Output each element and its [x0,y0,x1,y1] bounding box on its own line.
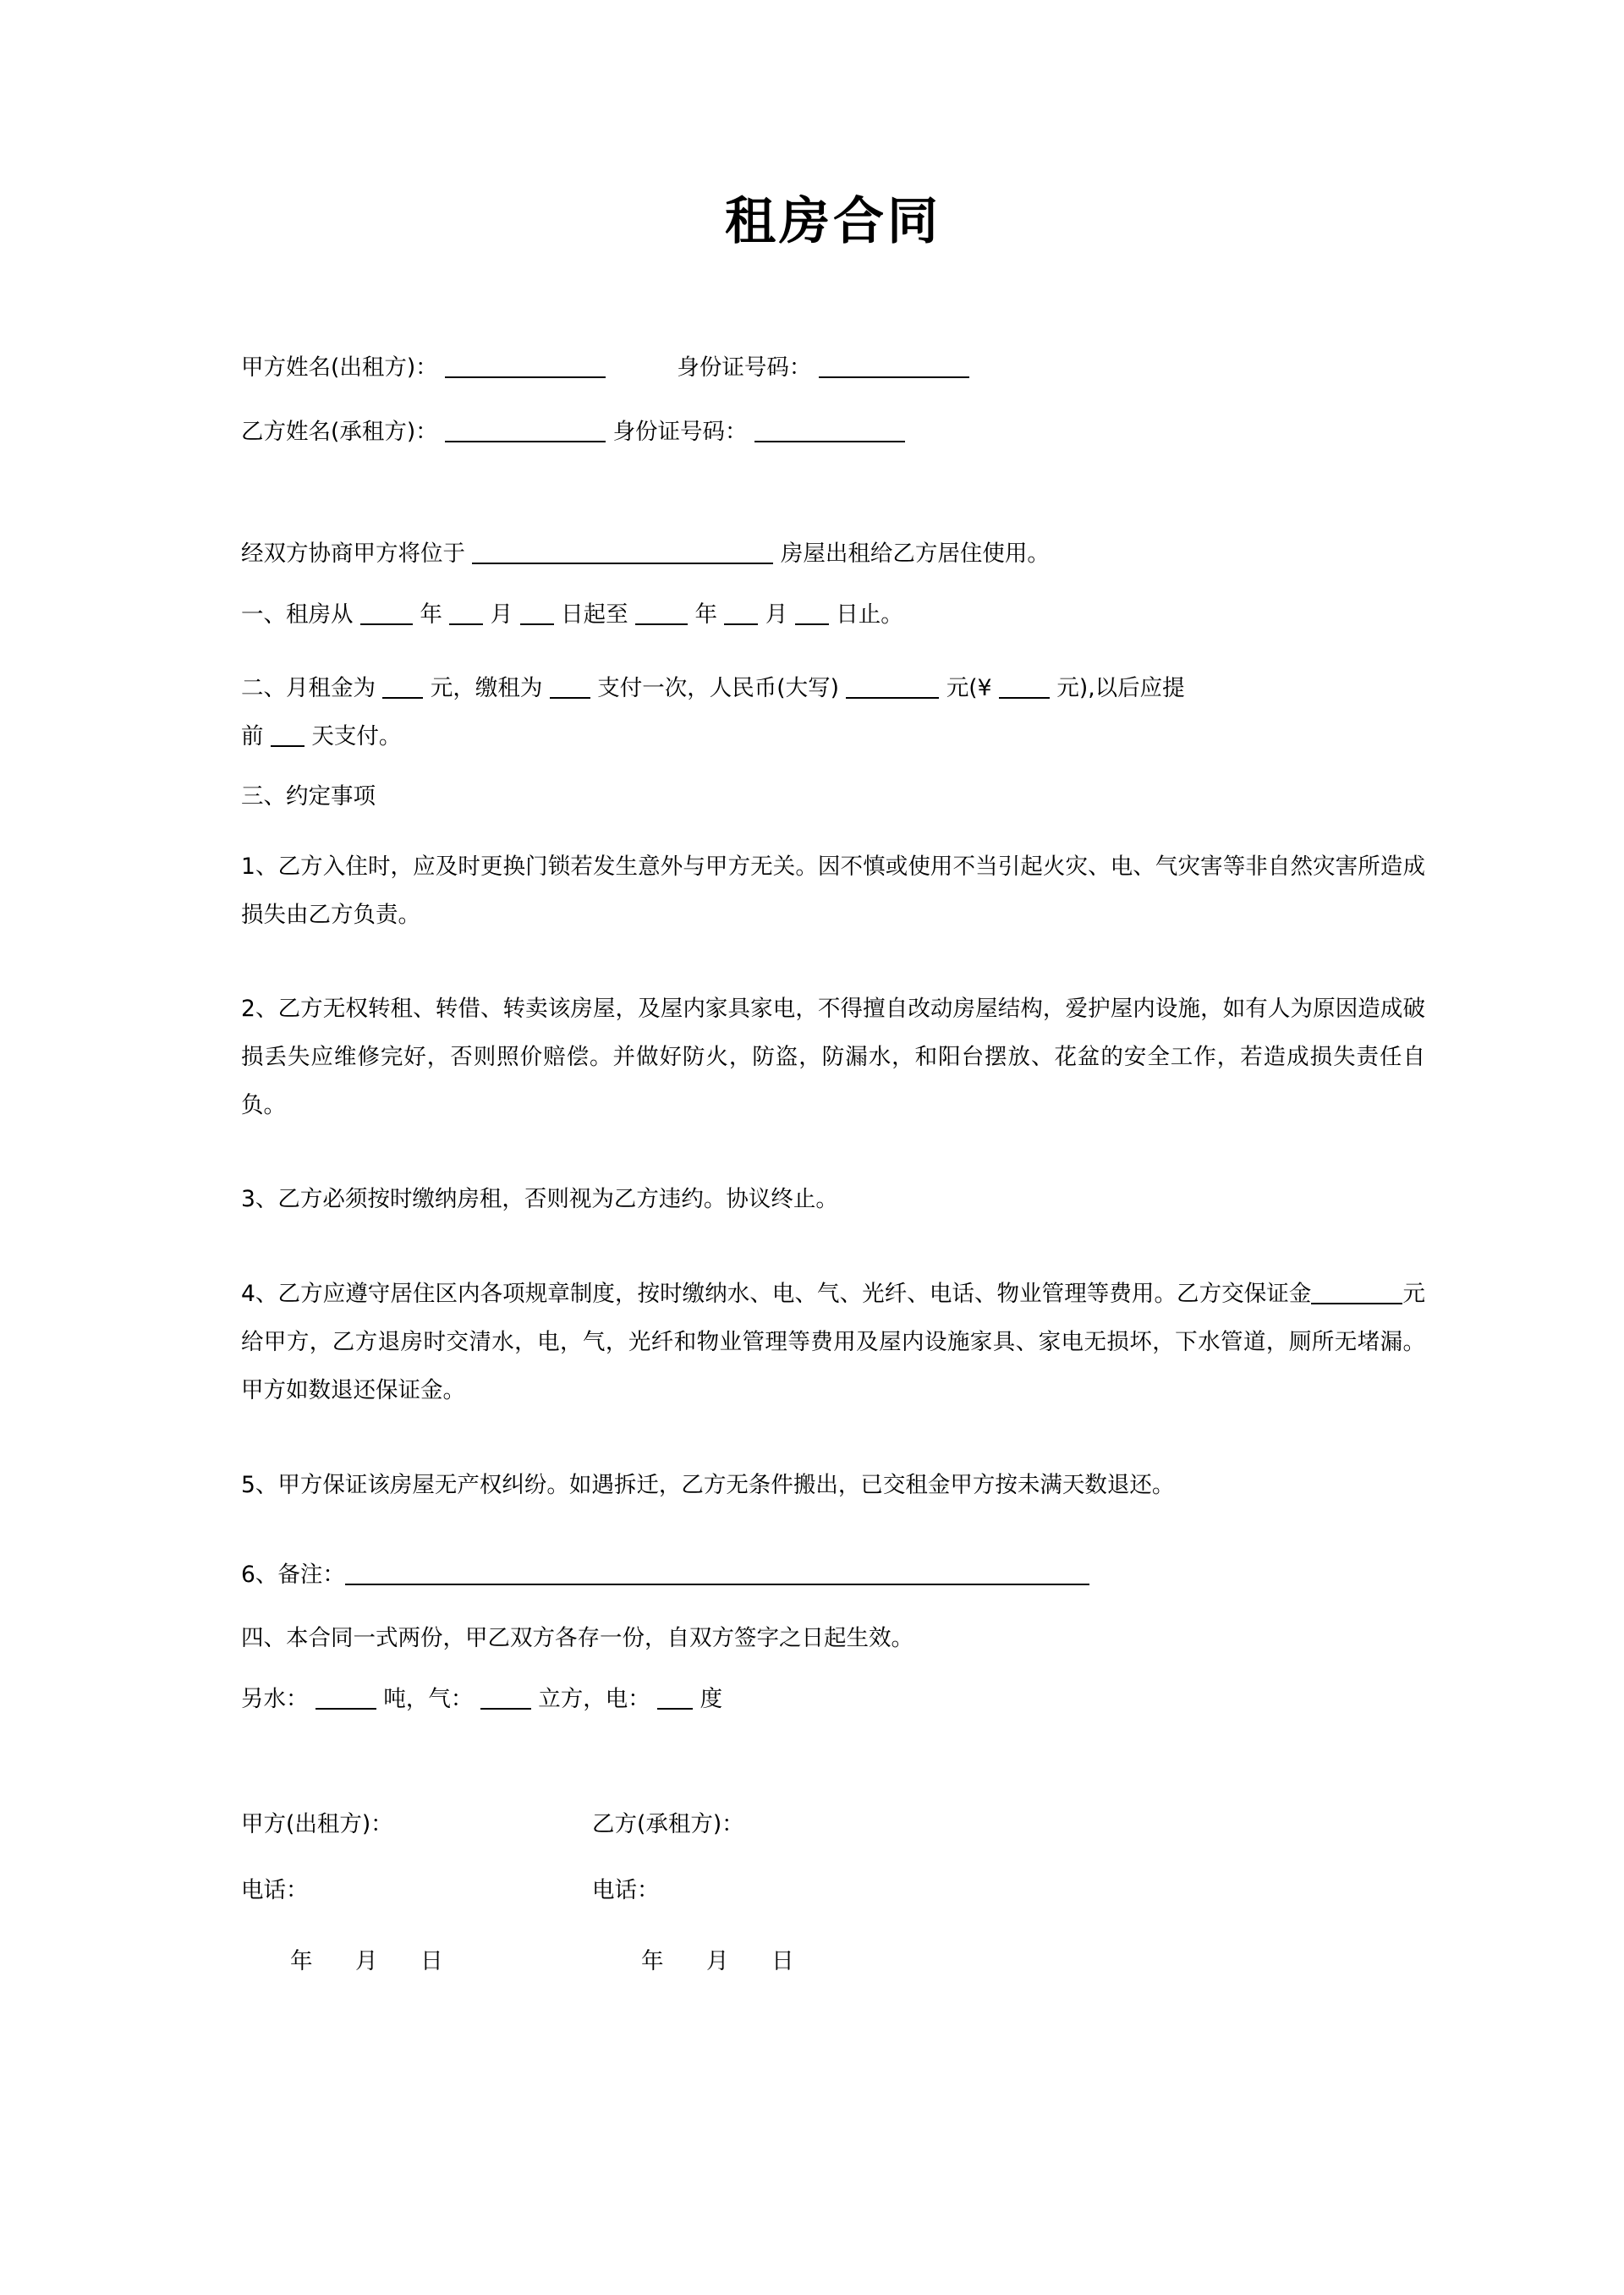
end-day-blank[interactable] [795,607,829,625]
start-year-unit: 年 [420,601,442,628]
deposit-amount-blank[interactable] [1311,1286,1402,1304]
clause-1-number: 1、 [241,854,278,880]
electricity-amount-blank[interactable] [657,1691,693,1710]
section-two-prefix: 二、月租金为 [241,675,376,701]
party-b-identity-row [241,418,1425,446]
clause-6-remarks [241,1561,1425,1589]
end-year-blank[interactable] [635,607,688,625]
party-b-id-label: 身份证号码： [612,419,748,445]
intro-row [241,540,1425,568]
section-two-text-7: 天支付。 [311,723,402,749]
intro-text-before: 经双方协商甲方将位于 [241,541,465,567]
utilities-water-label: 另水： [241,1686,309,1712]
clause-4-number: 4、 [241,1281,278,1307]
clause-3-text: 乙方必须按时缴纳房租，否则视为乙方违约。协议终止。 [277,1186,838,1212]
section-two-text-4: 元(¥ [946,675,992,701]
clause-1 [241,843,1425,939]
start-day-blank[interactable] [520,607,554,625]
page-title: 租房合同 [725,192,941,251]
section-two-text-5: 元),以后应提 [1056,675,1185,701]
start-month-unit: 月 [490,601,513,628]
section-four-row: 四、本合同一式两份，甲乙双方各存一份，自双方签字之日起生效。 [241,1625,914,1651]
utilities-row [241,1685,1425,1713]
clause-2-number: 2、 [241,996,278,1022]
clause-4 [241,1270,1425,1414]
party-a-id-blank[interactable] [819,360,969,378]
rent-numeric-blank[interactable] [999,680,1050,699]
party-a-signature-label: 甲方(出租方)： [241,1811,393,1837]
clause-6-number: 6、 [241,1562,278,1588]
utilities-gas-label: 吨，气： [383,1686,474,1712]
party-a-identity-row [241,354,1425,382]
utilities-elec-label: 立方，电： [538,1686,650,1712]
party-a-name-blank[interactable] [445,360,606,378]
party-b-date-line: 年 月 日 [641,1948,794,1975]
clause-3-number: 3、 [241,1186,278,1212]
section-two-text-6: 前 [241,723,264,749]
section-one-prefix: 一、租房从 [241,601,354,628]
section-two-row-1 [241,674,1425,702]
party-b-phone-label: 电话： [592,1877,660,1904]
party-a-id-label: 身份证号码： [677,354,812,381]
payment-period-blank[interactable] [550,680,590,699]
section-two-text-3: 支付一次，人民币(大写) [597,675,839,701]
clause-3 [241,1175,1425,1223]
section-three-heading: 三、约定事项 [241,783,376,810]
party-a-date-line: 年 月 日 [290,1948,443,1975]
party-b-name-label: 乙方姓名(承租方)： [241,419,438,445]
remarks-blank[interactable] [345,1567,1089,1585]
signature-column-party-a [241,1810,443,1975]
clause-5-text: 甲方保证该房屋无产权纠纷。如遇拆迁，乙方无条件搬出，已交租金甲方按未满天数退还。 [277,1472,1175,1498]
start-month-blank[interactable] [449,607,483,625]
clause-2 [241,985,1425,1129]
start-day-unit: 日起至 [561,601,628,628]
monthly-rent-blank[interactable] [382,680,423,699]
intro-text-after: 房屋出租给乙方居住使用。 [780,541,1050,567]
clause-2-text: 乙方无权转租、转借、转卖该房屋，及屋内家具家电，不得擅自改动房屋结构，爱护屋内设施，如有人为原因造成破损丢失应维修完好，否则照价赔偿。并做好防火，防盗，防漏水，和阳台摆放、花盆的安全工作，若造成损失责任自负。 [241,996,1425,1118]
clause-6-label: 备注： [277,1562,345,1588]
party-b-id-blank[interactable] [754,424,905,442]
clause-4-text-after: 元给甲方，乙方退房时交清水，电，气，光纤和物业管理等费用及屋内设施家具、家电无损坏，下水管道，厕所无堵漏。甲方如数退还保证金。 [241,1281,1426,1403]
clause-4-text-before: 乙方应遵守居住区内各项规章制度，按时缴纳水、电、气、光纤、电话、物业管理等费用。乙方交保证金 [277,1281,1312,1307]
gas-amount-blank[interactable] [480,1691,531,1710]
party-b-signature-label: 乙方(承租方)： [592,1811,744,1837]
clause-5-number: 5、 [241,1472,278,1498]
signature-column-party-b [592,1810,794,1975]
end-month-blank[interactable] [724,607,758,625]
party-a-phone-label: 电话： [241,1877,309,1904]
party-a-name-label: 甲方姓名(出租方)： [241,354,438,381]
party-b-name-blank[interactable] [445,424,606,442]
section-two-row-2 [241,722,1425,750]
advance-days-blank[interactable] [271,728,304,747]
section-two-text-2: 元，缴租为 [430,675,543,701]
rent-capital-blank[interactable] [846,680,939,699]
party-a-spacer [613,354,670,381]
start-year-blank[interactable] [360,607,413,625]
clause-5 [241,1461,1425,1509]
end-day-unit: 日止。 [836,601,903,628]
water-amount-blank[interactable] [315,1691,376,1710]
section-one-row [241,601,1425,629]
end-year-unit: 年 [694,601,717,628]
clause-1-text: 乙方入住时，应及时更换门锁若发生意外与甲方无关。因不慎或使用不当引起火灾、电、气灾害等非自然灾害所造成损失由乙方负责。 [241,854,1425,928]
utilities-elec-unit: 度 [700,1686,723,1712]
property-address-blank[interactable] [472,546,773,564]
end-month-unit: 月 [765,601,788,628]
